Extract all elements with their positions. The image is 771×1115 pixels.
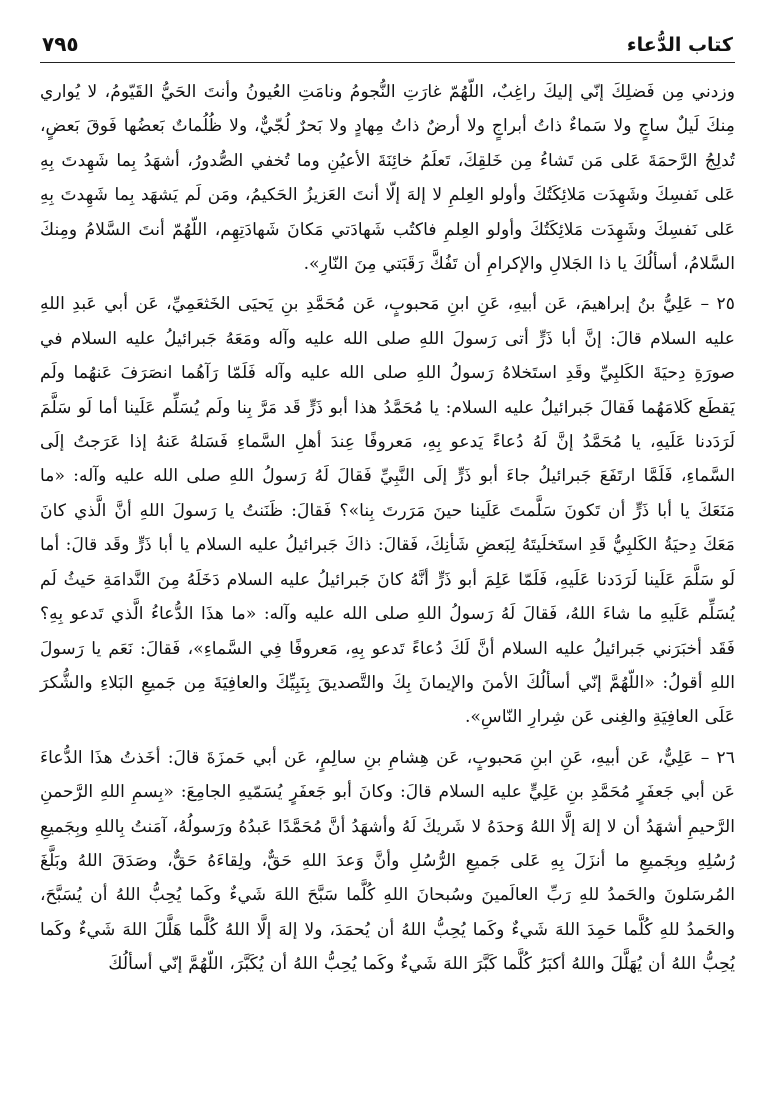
paragraph-continuation: وزدني مِن فَضلِكَ إنّي إليكَ راغِبٌ، اللّهُمّ غارَتِ النُّجومُ ونامَتِ العُيونُ وأنتَ الحَيُّ القَيّومُ، لا يُواري مِنكَ لَيلٌ ساجٍ ولا سَماءٌ ذاتُ أبراجٍ ولا أرضٌ ذاتُ مِهادٍ ولا بَحرٌ لُجّيٌّ، ولا ظُلُماتٌ بَعضُها فَوقَ بَعضٍ، تُدلِجُ الرَّحمَةَ عَلى مَن تَشاءُ مِن خَلقِكَ، تَعلَمُ خائِنَةَ الأعيُنِ وما تُخفي الصُّدورُ، أشهَدُ بِما شَهِدتَ بِهِ عَلى نَفسِكَ وشَهِدَت مَلائِكَتُكَ وأولو العِلمِ لا إلهَ إلّا أنتَ العَزيزُ الحَكيمُ، ومَن لَم يَشهَد بِما شَهِدتَ بِهِ عَلى نَفسِكَ وشَهِدَت مَلائِكَتُكَ وأولو العِلمِ فاكتُب شَهادَتي مَكانَ شَهادَتِهِم، اللّهُمّ أنتَ السَّلامُ ومِنكَ السَّلامُ، أسألُكَ يا ذا الجَلالِ والإكرامِ أن تَفُكَّ رَقَبَتي مِنَ النّارِ». [40, 82, 735, 275]
paragraph-hadith-25: ٢٥ – عَلِيُّ بنُ إبراهيمَ، عَن أبيهِ، عَنِ ابنِ مَحبوبٍ، عَن مُحَمَّدِ بنِ يَحيَى الخَثعَمِيِّ، عَن أبي عَبدِ اللهِ عليه السلام قالَ: إنَّ أبا ذَرٍّ أتى رَسولَ اللهِ صلى الله عليه وآله ومَعَهُ جَبرائيلُ عليه السلام في صورَةِ دِحيَةَ الكَلبِيِّ وقَدِ استَخلاهُ رَسولُ اللهِ صلى الله عليه وآله فَلَمّا رَآهُما انصَرَفَ عَنهُما ولَم يَقطَع كَلامَهُما فَقالَ جَبرائيلُ عليه السلام: يا مُحَمَّدُ هذا أبو ذَرٍّ قَد مَرَّ بِنا ولَم يُسَلِّم عَلَينا أما لَو سَلَّمَ لَرَدَدنا عَلَيهِ، يا مُحَمَّدُ إنَّ لَهُ دُعاءً يَدعو بِهِ، مَعروفًا عِندَ أهلِ السَّماءِ فَسَلهُ عَنهُ إذا عَرَجتُ إلَى السَّماءِ، فَلَمَّا ارتَفَعَ جَبرائيلُ جاءَ أبو ذَرٍّ إلَى النَّبِيِّ فَقالَ لَهُ رَسولُ اللهِ صلى الله عليه وآله: «ما مَنَعَكَ يا أبا ذَرٍّ أن تَكونَ سَلَّمتَ عَلَينا حينَ مَرَرتَ بِنا»؟ فَقالَ: ظَنَنتُ يا رَسولَ اللهِ أنَّ الَّذي كانَ مَعَكَ دِحيَةُ الكَلبِيُّ قَدِ استَخلَيتَهُ لِبَعضِ شَأنِكَ، فَقالَ: ذاكَ جَبرائيلُ عليه السلام يا أبا ذَرٍّ وقَد قالَ: أما لَو سَلَّمَ عَلَينا لَرَدَدنا عَلَيهِ، فَلَمّا عَلِمَ أبو ذَرٍّ أنَّهُ كانَ جَبرائيلُ عليه السلام دَخَلَهُ مِنَ النَّدامَةِ حَيثُ لَم يُسَلِّم عَلَيهِ ما شاءَ اللهُ، فَقالَ لَهُ رَسولُ اللهِ صلى الله عليه وآله: «ما هذَا الدُّعاءُ الَّذي تَدعو بِهِ؟ فَقَد أخبَرَني جَبرائيلُ عليه السلام أنَّ لَكَ دُعاءً تَدعو بِهِ، مَعروفًا فِي السَّماءِ»، فَقالَ: نَعَم يا رَسولَ اللهِ أقولُ: «اللّهُمَّ إنّي أسألُكَ الأمنَ والإيمانَ بِكَ والتَّصديقَ بِنَبِيِّكَ والعافِيَةَ مِن جَميعِ البَلاءِ والشُّكرَ عَلَى العافِيَةِ والغِنى عَن شِرارِ النّاسِ». [40, 294, 735, 728]
book-title: كتاب الدُّعاء [626, 34, 733, 56]
paragraph-hadith-26: ٢٦ – عَلِيٌّ، عَن أبيهِ، عَنِ ابنِ مَحبوبٍ، عَن هِشامِ بنِ سالِمٍ، عَن أبي حَمزَةَ قالَ: أخَذتُ هذَا الدُّعاءَ عَن أبي جَعفَرٍ مُحَمَّدِ بنِ عَلِيٍّ عليه السلام قالَ: وكانَ أبو جَعفَرٍ يُسَمّيهِ الجامِعَ: «بِسمِ اللهِ الرَّحمنِ الرَّحيمِ أشهَدُ أن لا إلهَ إلَّا اللهُ وَحدَهُ لا شَريكَ لَهُ وأشهَدُ أنَّ مُحَمَّدًا عَبدُهُ ورَسولُهُ، آمَنتُ بِاللهِ وبِجَميعِ رُسُلِهِ وبِجَميعِ ما أنزَلَ بِهِ عَلى جَميعِ الرُّسُلِ وأنَّ وَعدَ اللهِ حَقٌّ، ولِقاءَهُ حَقٌّ، وصَدَقَ اللهُ وبَلَّغَ المُرسَلونَ والحَمدُ للهِ رَبِّ العالَمينَ وسُبحانَ اللهِ كُلَّما سَبَّحَ اللهَ شَيءٌ وكَما يُحِبُّ اللهُ أن يُسَبَّحَ، والحَمدُ للهِ كُلَّما حَمِدَ اللهَ شَيءٌ وكَما يُحِبُّ اللهُ أن يُحمَدَ، ولا إلهَ إلَّا اللهُ كُلَّما هَلَّلَ اللهَ شَيءٌ وكَما يُحِبُّ اللهُ أن يُهَلَّلَ واللهُ أكبَرُ كُلَّما كَبَّرَ اللهَ شَيءٌ وكَما يُحِبُّ اللهُ أن يُكَبَّرَ، اللّهُمَّ إنّي أسألُكَ [40, 747, 735, 975]
page-number: ٧٩٥ [42, 32, 79, 56]
running-header [40, 22, 735, 63]
page-body [40, 75, 735, 982]
